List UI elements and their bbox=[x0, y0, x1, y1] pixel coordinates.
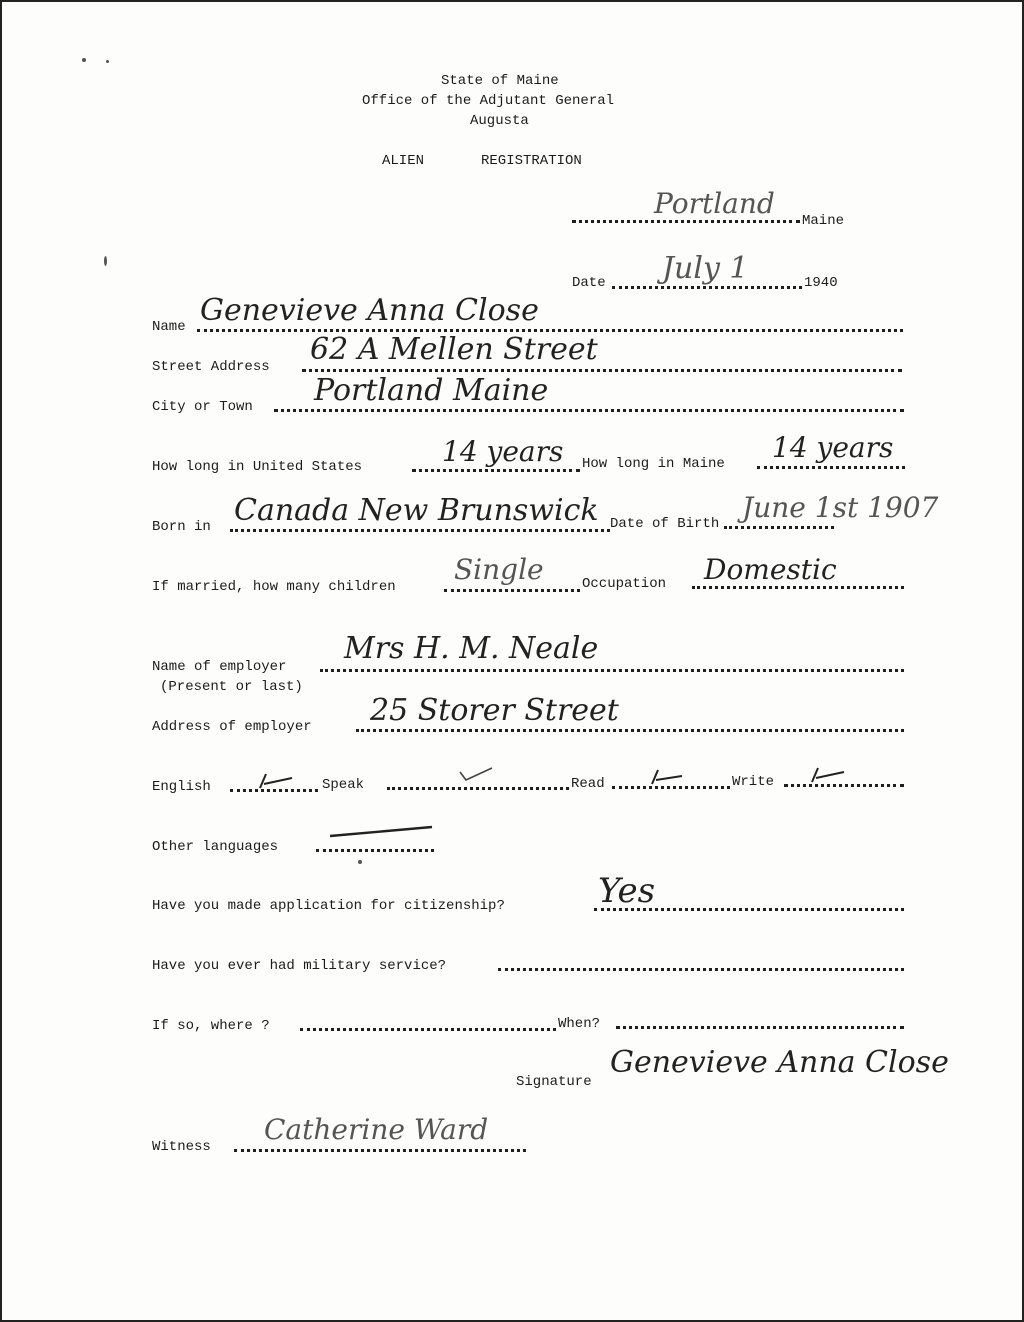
date-label: Date bbox=[572, 275, 606, 291]
children-dotted-line bbox=[444, 589, 580, 592]
date-year: 1940 bbox=[804, 275, 838, 291]
speak-dotted-line bbox=[387, 787, 569, 790]
date-value: July 1 bbox=[662, 251, 749, 286]
employer-value: Mrs H. M. Neale bbox=[344, 631, 599, 666]
scan-speck bbox=[106, 60, 109, 63]
read-label: Read bbox=[571, 776, 605, 792]
form-title-registration: REGISTRATION bbox=[481, 153, 582, 169]
header-city: Augusta bbox=[470, 113, 529, 129]
city-dotted-line bbox=[274, 409, 904, 412]
place-value: Portland bbox=[654, 187, 775, 220]
other-languages-dash-mark bbox=[328, 824, 438, 840]
occupation-label: Occupation bbox=[582, 576, 667, 592]
scan-speck bbox=[358, 860, 362, 864]
street-value: 62 A Mellen Street bbox=[310, 332, 598, 367]
other-languages-label: Other languages bbox=[152, 839, 279, 855]
form-title-alien: ALIEN bbox=[382, 153, 425, 169]
scan-speck bbox=[82, 58, 86, 62]
military-dotted-line bbox=[498, 968, 904, 971]
witness-dotted-line bbox=[234, 1149, 526, 1152]
date-dotted-line bbox=[612, 286, 802, 289]
children-label: If married, how many children bbox=[152, 579, 396, 595]
if-so-where-dotted-line bbox=[300, 1028, 556, 1031]
header-state: State of Maine bbox=[441, 73, 559, 89]
how-long-us-label: How long in United States bbox=[152, 459, 363, 475]
write-check-icon bbox=[808, 764, 848, 786]
if-so-where-label: If so, where ? bbox=[152, 1018, 270, 1034]
city-label: City or Town bbox=[152, 399, 253, 415]
employer-address-label: Address of employer bbox=[152, 719, 312, 735]
header-office: Office of the Adjutant General bbox=[362, 93, 615, 109]
born-in-label: Born in bbox=[152, 519, 211, 535]
citizenship-label: Have you made application for citizenship? bbox=[152, 898, 505, 914]
signature-value: Genevieve Anna Close bbox=[610, 1045, 949, 1080]
born-in-dotted-line bbox=[230, 529, 610, 532]
when-label: When? bbox=[558, 1016, 601, 1032]
name-label: Name bbox=[152, 319, 186, 335]
citizenship-value: Yes bbox=[598, 871, 656, 911]
street-label: Street Address bbox=[152, 359, 270, 375]
witness-label: Witness bbox=[152, 1139, 211, 1155]
witness-value: Catherine Ward bbox=[264, 1113, 489, 1146]
how-long-us-value: 14 years bbox=[442, 435, 564, 468]
date-of-birth-label: Date of Birth bbox=[610, 516, 720, 532]
occupation-dotted-line bbox=[692, 586, 904, 589]
how-long-us-dotted-line bbox=[412, 469, 580, 472]
read-check-icon bbox=[648, 766, 688, 788]
how-long-maine-dotted-line bbox=[757, 466, 905, 469]
born-in-value: Canada New Brunswick bbox=[234, 493, 599, 528]
name-value: Genevieve Anna Close bbox=[200, 293, 539, 328]
scan-speck bbox=[104, 256, 107, 266]
english-label: English bbox=[152, 779, 211, 795]
write-label: Write bbox=[732, 774, 775, 790]
employer-dotted-line bbox=[320, 669, 904, 672]
how-long-maine-value: 14 years bbox=[772, 431, 894, 464]
date-of-birth-dotted-line bbox=[724, 526, 834, 529]
employer-label: Name of employer bbox=[152, 659, 287, 675]
when-dotted-line bbox=[616, 1026, 904, 1029]
employer-sublabel: (Present or last) bbox=[160, 679, 303, 695]
street-dotted-line bbox=[302, 369, 902, 372]
place-dotted-line bbox=[572, 220, 800, 223]
other-languages-dotted-line bbox=[316, 849, 434, 852]
occupation-value: Domestic bbox=[704, 553, 837, 586]
speak-check-icon bbox=[456, 764, 496, 786]
how-long-maine-label: How long in Maine bbox=[582, 456, 725, 472]
english-check-icon bbox=[256, 770, 296, 792]
employer-address-value: 25 Storer Street bbox=[370, 693, 619, 728]
date-of-birth-value: June 1st 1907 bbox=[742, 491, 939, 524]
city-value: Portland Maine bbox=[314, 373, 549, 408]
employer-address-dotted-line bbox=[356, 729, 904, 732]
children-value: Single bbox=[454, 553, 544, 586]
signature-label: Signature bbox=[516, 1074, 592, 1090]
place-suffix: Maine bbox=[802, 213, 845, 229]
military-label: Have you ever had military service? bbox=[152, 958, 447, 974]
speak-label: Speak bbox=[322, 777, 365, 793]
